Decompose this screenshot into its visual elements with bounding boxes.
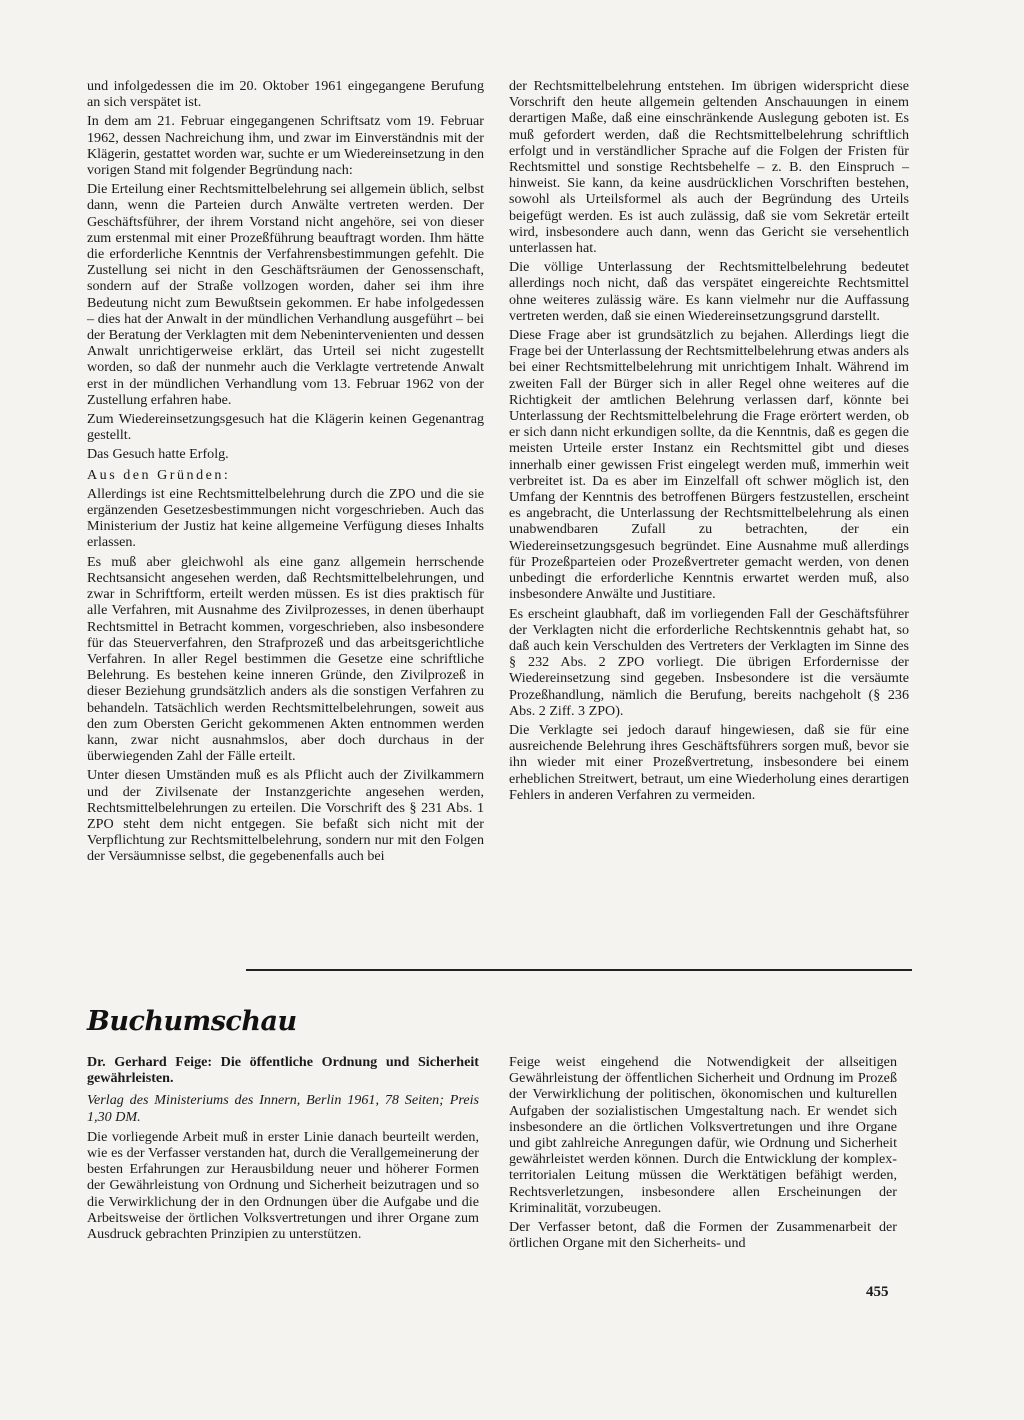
paragraph: Die völlige Unterlassung der Rechtsmittelbelehrung bedeutet allerdings noch nicht, daß das verspätet eingereichte Rechtsmittel ohne weiteres zulässig wäre. Es kann vielmehr nur die Auffassung vertreten werden, daß sie einen Wiedereinsetzungsgrund darstellt. — [509, 259, 909, 324]
paragraph: Allerdings ist eine Rechtsmittelbelehrung durch die ZPO und die sie ergänzenden Gesetzesbestimmungen nicht vorgeschrieben. Auch das Ministerium der Justiz hat keine allgemeine Verfügung dieses Inhalts erlassen. — [87, 485, 484, 551]
book-publication-info: Verlag des Ministeriums des Innern, Berlin 1961, 78 Seiten; Preis 1,30 DM. — [87, 1092, 479, 1125]
page-number: 455 — [866, 1284, 889, 1300]
paragraph: der Rechtsmittelbelehrung entstehen. Im übrigen widerspricht diese Vorschrift den heute allgemein geltenden Anschauungen in einem derartigen Maße, daß eine einschränkende Auslegung geboten ist. Es muß gefordert werden, daß die Rechtsmittelbelehrung schriftlich erfolgt und in verständlicher Sprache auf die Folgen der Fristen für Rechtsmittel und sonstige Rechtsbehelfe – z. B. den Einspruch – hinweist. Sie kann, da keine ausdrücklichen Vorschriften bestehen, sowohl als Urteilsformel als auch der Begründung des Urteils beigefügt werden. Es ist auch zulässig, daß sie vom Sekretär erteilt wird, insbesondere auch dann, wenn das Gericht sie versehentlich unterlassen hat. — [509, 78, 909, 257]
right-column-top — [509, 78, 909, 806]
paragraph: Zum Wiedereinsetzungsgesuch hat die Klägerin keinen Gegenantrag gestellt. — [87, 411, 484, 444]
paragraph: Die Verklagte sei jedoch darauf hingewiesen, daß sie für eine ausreichende Belehrung ihres Geschäftsführers sorgen muß, bevor sie ihn wieder mit einer Prozeßvertretung, insbesondere bei einem erheblichen Streitwert, betraut, um eine Wiederholung eines derartigen Fehlers in anderen Verfahren zu vermeiden. — [509, 721, 909, 803]
paragraph: In dem am 21. Februar eingegangenen Schriftsatz vom 19. Februar 1962, dessen Nachreichung ihm, und zwar im Einverständnis mit der Klägerin, gestattet worden war, suchte er um Wiedereinsetzung in den vorigen Stand mit folgender Begründung nach: — [87, 113, 484, 179]
left-column-bottom — [87, 1054, 479, 1245]
paragraph: Die Erteilung einer Rechtsmittelbelehrung sei allgemein üblich, selbst dann, wenn die Parteien durch Anwälte vertreten werden. Der Geschäftsführer, der ihrem Vorstand nicht angehöre, sei von dieser zum erstenmal mit einer Prozeßführung beauftragt worden. Ihm hätte die erforderliche Kenntnis der Verfahrensbestimmungen gefehlt. Die Zustellung sei nicht in den Geschäftsräumen der Genossenschaft, sondern auf der Straße vollzogen worden, daher sei ihm ihre Bedeutung nicht zum Bewußtsein gekommen. Er habe infolgedessen – dies hat der Anwalt in der mündlichen Verhandlung ausgeführt – bei der Beratung der Verklagten mit dem Nebenintervenienten und dessen Anwalt unrichtigerweise erklärt, das Urteil sei nicht zugestellt worden, so daß der nunmehr auch die Verklagte vertretende Anwalt erst in der mündlichen Verhandlung vom 13. Februar 1962 von der Zustellung erfahren habe. — [87, 181, 484, 408]
paragraph: und infolgedessen die im 20. Oktober 1961 eingegangene Berufung an sich verspätet ist. — [87, 78, 484, 111]
paragraph: Die vorliegende Arbeit muß in erster Linie danach beurteilt werden, wie es der Verfasser verstanden hat, durch die Verallgemeinerung der besten Erfahrungen zur Herausbildung neuer und höherer Formen der Gewährleistung von Ordnung und Sicherheit beizutragen und so die Verwirklichung der in den Ordnungen über die Aufgabe und die Arbeitsweise der örtlichen Volksvertretungen und ihrer Organe zum Ausdruck gebrachten Prinzipien zu unterstützen. — [87, 1128, 479, 1243]
paragraph: Das Gesuch hatte Erfolg. — [87, 446, 229, 463]
book-title: Dr. Gerhard Feige: Die öffentliche Ordnung und Sicherheit gewährleisten. — [87, 1054, 479, 1087]
paragraph: Unter diesen Umständen muß es als Pflicht auch der Zivilkammern und der Zivilsenate der Instanzgerichte angesehen werden, Rechtsmittelbelehrungen zu erteilen. Die Vorschrift des § 231 Abs. 1 ZPO steht dem nicht entgegen. Sie befaßt sich nicht mit der Verpflichtung zur Rechtsmittelbelehrung, sondern nur mit den Folgen der Versäumnisse selbst, die gegebenenfalls auch bei — [87, 767, 484, 865]
paragraph: Feige weist eingehend die Notwendigkeit der allseitigen Gewährleistung der öffentlichen Sicherheit und Ordnung im Prozeß der Verwirklichung der politischen, ökonomischen und kulturellen Aufgaben der sozialistischen Umgestaltung nach. Er wendet sich insbesondere an die örtlichen Volksvertretungen und ihre Organe und gibt zahlreiche Anregungen dafür, wie Ordnung und Sicherheit gewährleistet werden können. Durch die Entwicklung der komplex-territorialen Leitung müssen die Werktätigen befähigt werden, Rechtsverletzungen, insbesondere allen Erscheinungen der Kriminalität, vorzubeugen. — [509, 1054, 897, 1216]
right-column-bottom — [509, 1054, 897, 1254]
subheading-reasons: Aus den Gründen: — [87, 466, 231, 483]
left-column-top — [87, 78, 484, 868]
paragraph: Der Verfasser betont, daß die Formen der Zusammenarbeit der örtlichen Organe mit den Sicherheits- und — [509, 1219, 897, 1252]
paragraph: Diese Frage aber ist grundsätzlich zu bejahen. Allerdings liegt die Frage bei der Unterlassung der Rechtsmittelbelehrung etwas anders als bei einer Rechtsmittelbelehrung mit unrichtigem Inhalt. Während im zweiten Fall der Bürger sich in aller Regel ohne weiteres auf die Richtigkeit der amtlichen Belehrung verlassen darf, könnte bei Unterlassung der Rechtsmittelbelehrung die Frage erörtert werden, ob er sich dann nicht erkundigen sollte, da die Kenntnis, daß es gegen die meisten Urteile erster Instanz ein Rechtsmittel gibt und dieses innerhalb einer gewissen Frist eingelegt werden muß, immerhin weit verbreitet ist. Da es aber im Einzelfall oft schwer möglich ist, den Umfang der Kenntnis des betroffenen Bürgers festzustellen, erscheint es angebracht, die Unterlassung der Rechtsmittelbelehrung als einen unabwendbaren Zufall zu betrachten, der ein Wiedereinsetzungsgesuch begründet. Eine Ausnahme muß allerdings für Prozeßparteien oder Prozeßvertreter gemacht werden, von denen unbedingt die erforderliche Kenntnis erwartet werden muß, also insbesondere Anwälte und Justitiare. — [509, 327, 909, 603]
section-title: Buchumschau — [87, 1006, 297, 1037]
paragraph: Es muß aber gleichwohl als eine ganz allgemein herrschende Rechtsansicht angesehen werden, daß Rechtsmittelbelehrungen, und zwar in Schriftform, erteilt werden müssen. Es ist dies praktisch für alle Verfahren, mit Ausnahme des Zivilprozesses, in denen überhaupt Rechtsmittel in Betracht kommen, vorgeschrieben, also insbesondere für das Steuerverfahren, den Strafprozeß und das arbeitsgerichtliche Verfahren. In aller Regel bestimmen die Gesetze eine schriftliche Belehrung. Es bestehen keine inneren Gründe, den Zivilprozeß in dieser Beziehung grundsätzlich anders als die sonstigen Verfahren zu behandeln. Tatsächlich werden Rechtsmittelbelehrungen, soweit aus den zum Obersten Gericht gekommenen Akten entnommen werden kann, zwar nicht ausnahmslos, aber doch durchaus in der überwiegenden Zahl der Fälle erteilt. — [87, 553, 484, 765]
section-divider — [246, 969, 912, 971]
paragraph: Es erscheint glaubhaft, daß im vorliegenden Fall der Geschäftsführer der Verklagten nicht die erforderliche Rechtskenntnis gehabt hat, so daß auch kein Verschulden des Vertreters der Verklagten im Sinne des § 232 Abs. 2 ZPO vorliegt. Die übrigen Erfordernisse der Wiedereinsetzung sind gegeben. Insbesondere ist die versäumte Prozeßhandlung, nämlich die Berufung, bereits nachgeholt (§ 236 Abs. 2 Ziff. 3 ZPO). — [509, 605, 909, 719]
